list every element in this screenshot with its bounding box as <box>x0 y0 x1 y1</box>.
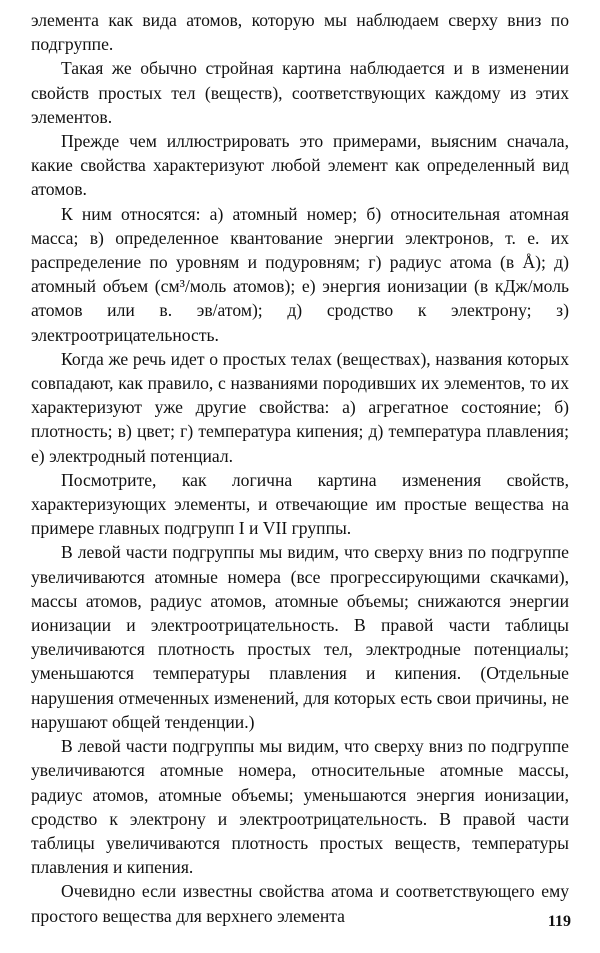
paragraph-1: элемента как вида атомов, которую мы наблюдаем сверху вниз по подгруппе. <box>31 10 569 55</box>
page-text <box>31 8 569 928</box>
paragraph-4: К ним относятся: а) атомный номер; б) относительная атомная масса; в) определенное квантование энергии электронов, т. е. их распределение по уровням и подуровням; г) радиус атома (в Å); д) атомный объем (см³/моль атомов); е) энергия ионизации (в кДж/моль атомов или в. эв/атом); д) сродство к электрону; з) электроотрицательность. <box>31 203 569 345</box>
paragraph-9: Очевидно если известны свойства атома и соответствующего ему простого вещества для верхнего элемента <box>31 881 569 926</box>
paragraph-2: Такая же обычно стройная картина наблюдается и в изменении свойств простых тел (веществ), соответствующих каждому из этих элементов. <box>31 58 569 127</box>
paragraph-3: Прежде чем иллюстрировать это примерами, выясним сначала, какие свойства характеризуют любой элемент как определенный вид атомов. <box>31 131 569 200</box>
paragraph-7: В левой части подгруппы мы видим, что сверху вниз по подгруппе увеличиваются атомные номера (все прогрессирующими скачками), массы атомов, радиус атомов, атомные объемы; снижаются энергии ионизации и электроотрицательность. В правой части таблицы увеличиваются плотность простых тел, электродные потенциалы; уменьшаются температуры плавления и кипения. (Отдельные нарушения отмеченных изменений, для которых есть свои причины, не нарушают общей тенденции.) <box>31 542 569 732</box>
paragraph-5: Когда же речь идет о простых телах (веществах), названия которых совпадают, как правило, с названиями породивших их элементов, то их характеризуют уже другие свойства: а) агрегатное состояние; б) плотность; в) цвет; г) температура кипения; д) температура плавления; е) электродный потенциал. <box>31 348 569 466</box>
paragraph-6: Посмотрите, как логична картина изменения свойств, характеризующих элементы, и отвечающие им простые вещества на примере главных подгрупп I и VII группы. <box>31 469 569 539</box>
paragraph-8: В левой части подгруппы мы видим, что сверху вниз по подгруппе увеличиваются атомные номера, относительные атомные массы, радиус атомов, атомные объемы; уменьшаются энергия ионизации, сродство к электрону и электроотрицательность. В правой части таблицы увеличиваются плотность простых веществ, температуры плавления и кипения. <box>31 736 569 878</box>
page-number: 119 <box>547 913 571 930</box>
